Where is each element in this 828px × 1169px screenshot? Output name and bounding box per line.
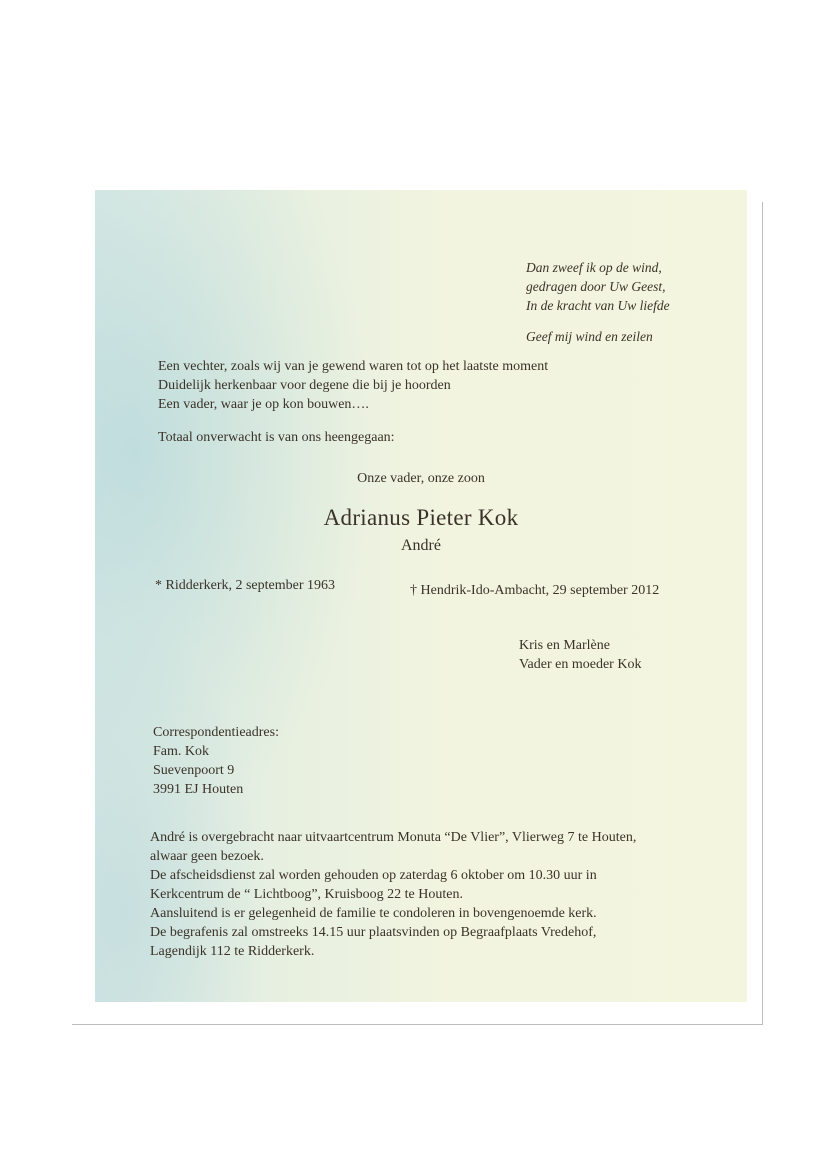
address-line-3: 3991 EJ Houten (153, 782, 244, 797)
intro-line-3: Een vader, waar je op kon bouwen…. (158, 397, 369, 412)
poem-line-1: Dan zweef ik op de wind, (526, 260, 662, 275)
intro-line-2: Duidelijk herkenbaar voor degene die bij je hoorden (158, 378, 451, 393)
address-label: Correspondentieadres: (153, 725, 279, 740)
address-line-2: Suevenpoort 9 (153, 763, 235, 778)
details-line-4: Kerkcentrum de “ Lichtboog”, Kruisboog 22 te Houten. (150, 887, 463, 902)
address-block (153, 723, 279, 799)
address-line-1: Fam. Kok (153, 744, 209, 759)
details-line-6: De begrafenis zal omstreeks 14.15 uur plaatsvinden op Begraafplaats Vredehof, (150, 925, 597, 940)
details-line-2: alwaar geen bezoek. (150, 849, 264, 864)
death-info: † Hendrik-Ido-Ambacht, 29 september 2012 (410, 583, 660, 598)
birth-info: * Ridderkerk, 2 september 1963 (155, 578, 336, 593)
intro-block (158, 357, 548, 414)
poem-line-2: gedragen door Uw Geest, (526, 279, 666, 294)
relation-line: Onze vader, onze zoon (357, 471, 485, 486)
details-block (150, 828, 636, 961)
details-line-1: André is overgebracht naar uitvaartcentrum Monuta “De Vlier”, Vlierweg 7 te Houten, (150, 830, 637, 845)
details-line-3: De afscheidsdienst zal worden gehouden op zaterdag 6 oktober om 10.30 uur in (150, 868, 597, 883)
deceased-nickname: André (401, 537, 441, 554)
poem-closing: Geef mij wind en zeilen (526, 329, 653, 344)
poem-line-3: In de kracht van Uw liefde (526, 298, 670, 313)
family-line-2: Vader en moeder Kok (519, 657, 642, 672)
details-line-7: Lagendijk 112 te Ridderkerk. (150, 944, 315, 959)
funeral-card (95, 190, 747, 1002)
deceased-name: Adrianus Pieter Kok (323, 505, 519, 530)
intro-line-1: Een vechter, zoals wij van je gewend waren tot op het laatste moment (158, 359, 549, 374)
announcement: Totaal onverwacht is van ons heengegaan: (158, 430, 395, 445)
family-block (519, 636, 641, 674)
family-line-1: Kris en Marlène (519, 638, 610, 653)
poem-block (526, 258, 670, 346)
details-line-5: Aansluitend is er gelegenheid de familie te condoleren in bovengenoemde kerk. (150, 906, 597, 921)
